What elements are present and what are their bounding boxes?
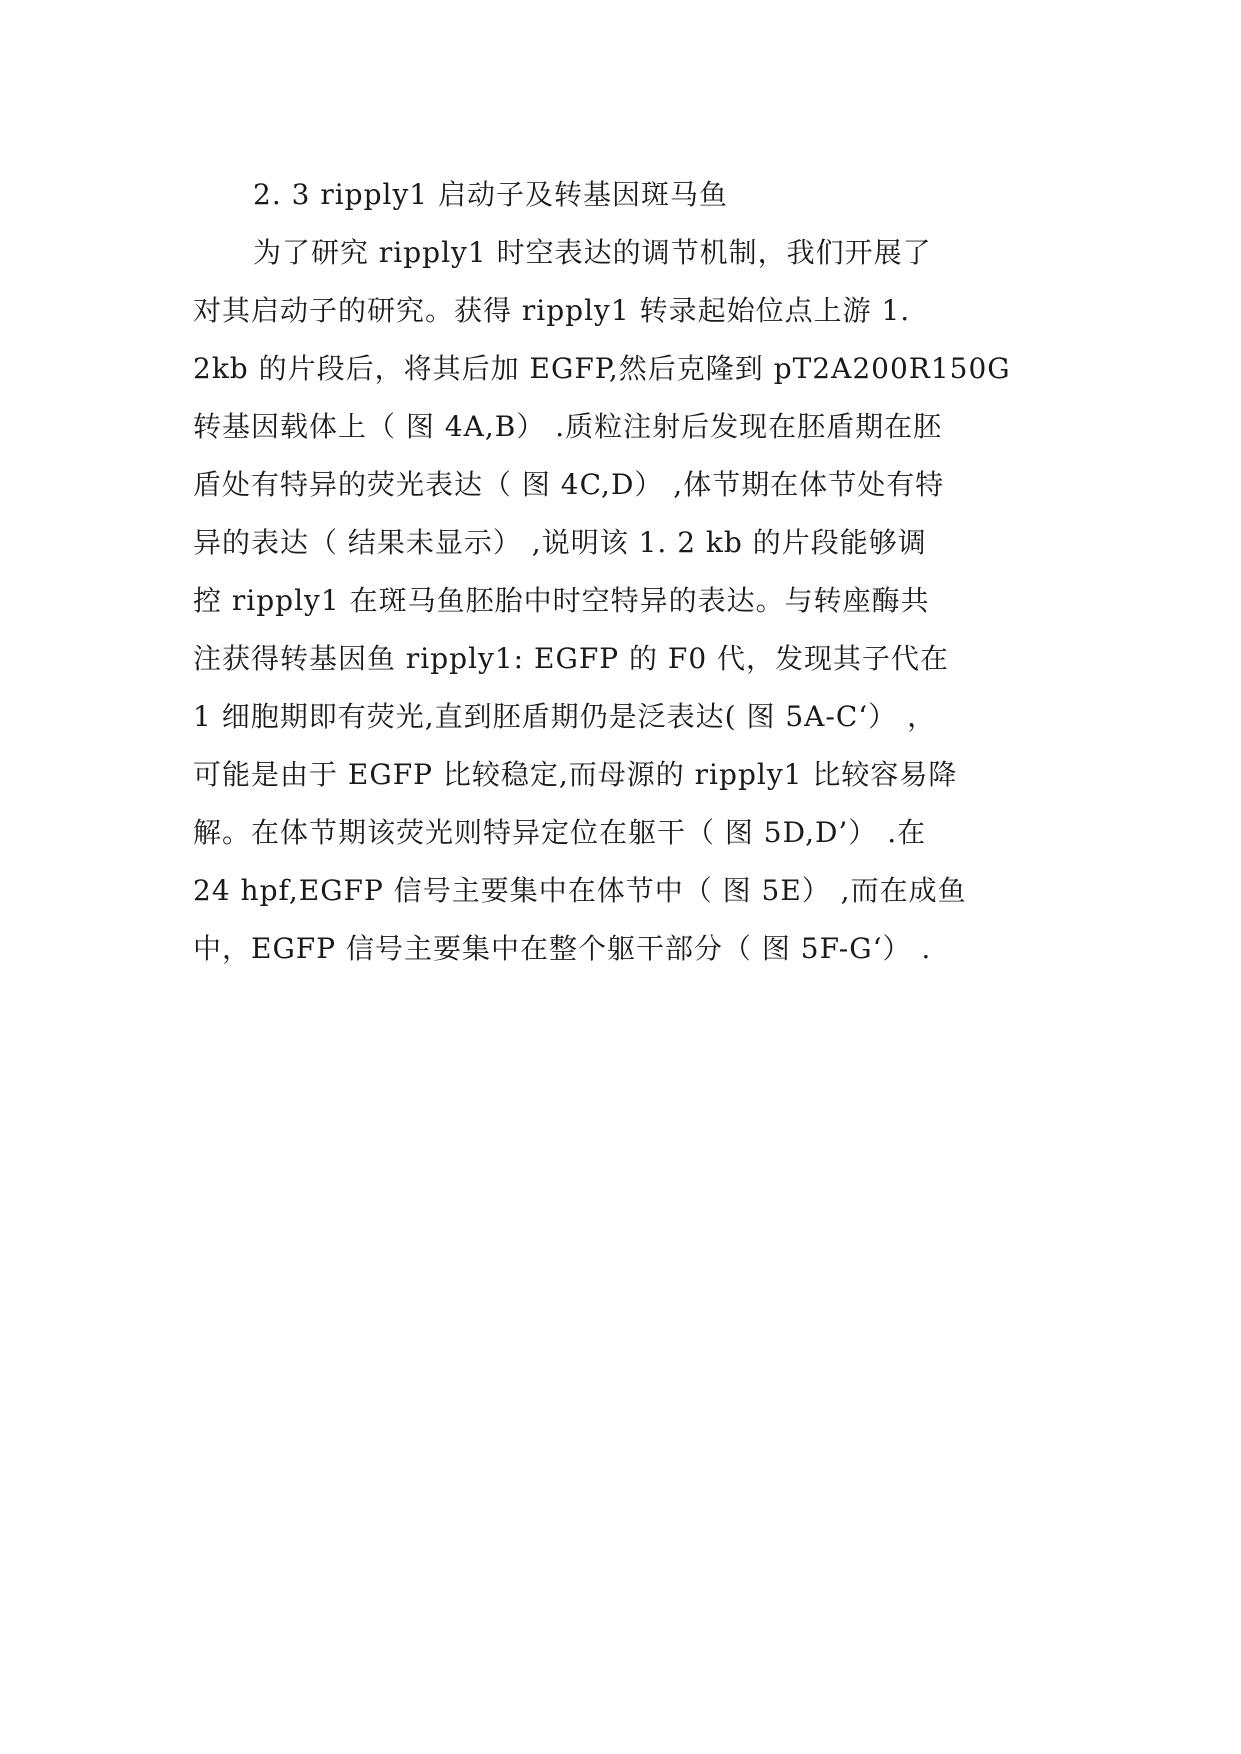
paragraph-line-2: 对其启动子的研究。获得 ripply1 转录起始位点上游 1. [193,294,911,327]
paragraph-line-9: 1 细胞期即有荧光,直到胚盾期仍是泛表达( 图 5A-C‘） ， [193,700,937,733]
section-heading: 2. 3 ripply1 启动子及转基因斑马鱼 [253,178,729,211]
paragraph-line-4: 转基因载体上（ 图 4A,B） .质粒注射后发现在胚盾期在胚 [193,410,943,443]
paragraph-line-1: 为了研究 ripply1 时空表达的调节机制，我们开展了 [253,236,932,269]
paragraph-line-6: 异的表达（ 结果未显示） ,说明该 1. 2 kb 的片段能够调 [193,526,927,559]
body-text [193,166,1073,978]
paragraph-line-8: 注获得转基因鱼 ripply1: EGFP 的 F0 代，发现其子代在 [193,642,950,675]
paragraph-line-13: 中，EGFP 信号主要集中在整个躯干部分（ 图 5F-G‘） . [193,932,932,965]
paragraph-line-10: 可能是由于 EGFP 比较稳定,而母源的 ripply1 比较容易降 [193,758,958,791]
paragraph-line-7: 控 ripply1 在斑马鱼胚胎中时空特异的表达。与转座酶共 [193,584,930,617]
paragraph-line-12: 24 hpf,EGFP 信号主要集中在体节中（ 图 5E） ,而在成鱼 [193,874,967,907]
paragraph-line-11: 解。在体节期该荧光则特异定位在躯干（ 图 5D,D’） .在 [193,816,927,849]
paragraph-line-3: 2kb 的片段后，将其后加 EGFP,然后克隆到 pT2A200R150G [193,352,1011,385]
paragraph-line-5: 盾处有特异的荧光表达（ 图 4C,D） ,体节期在体节处有特 [193,468,945,501]
